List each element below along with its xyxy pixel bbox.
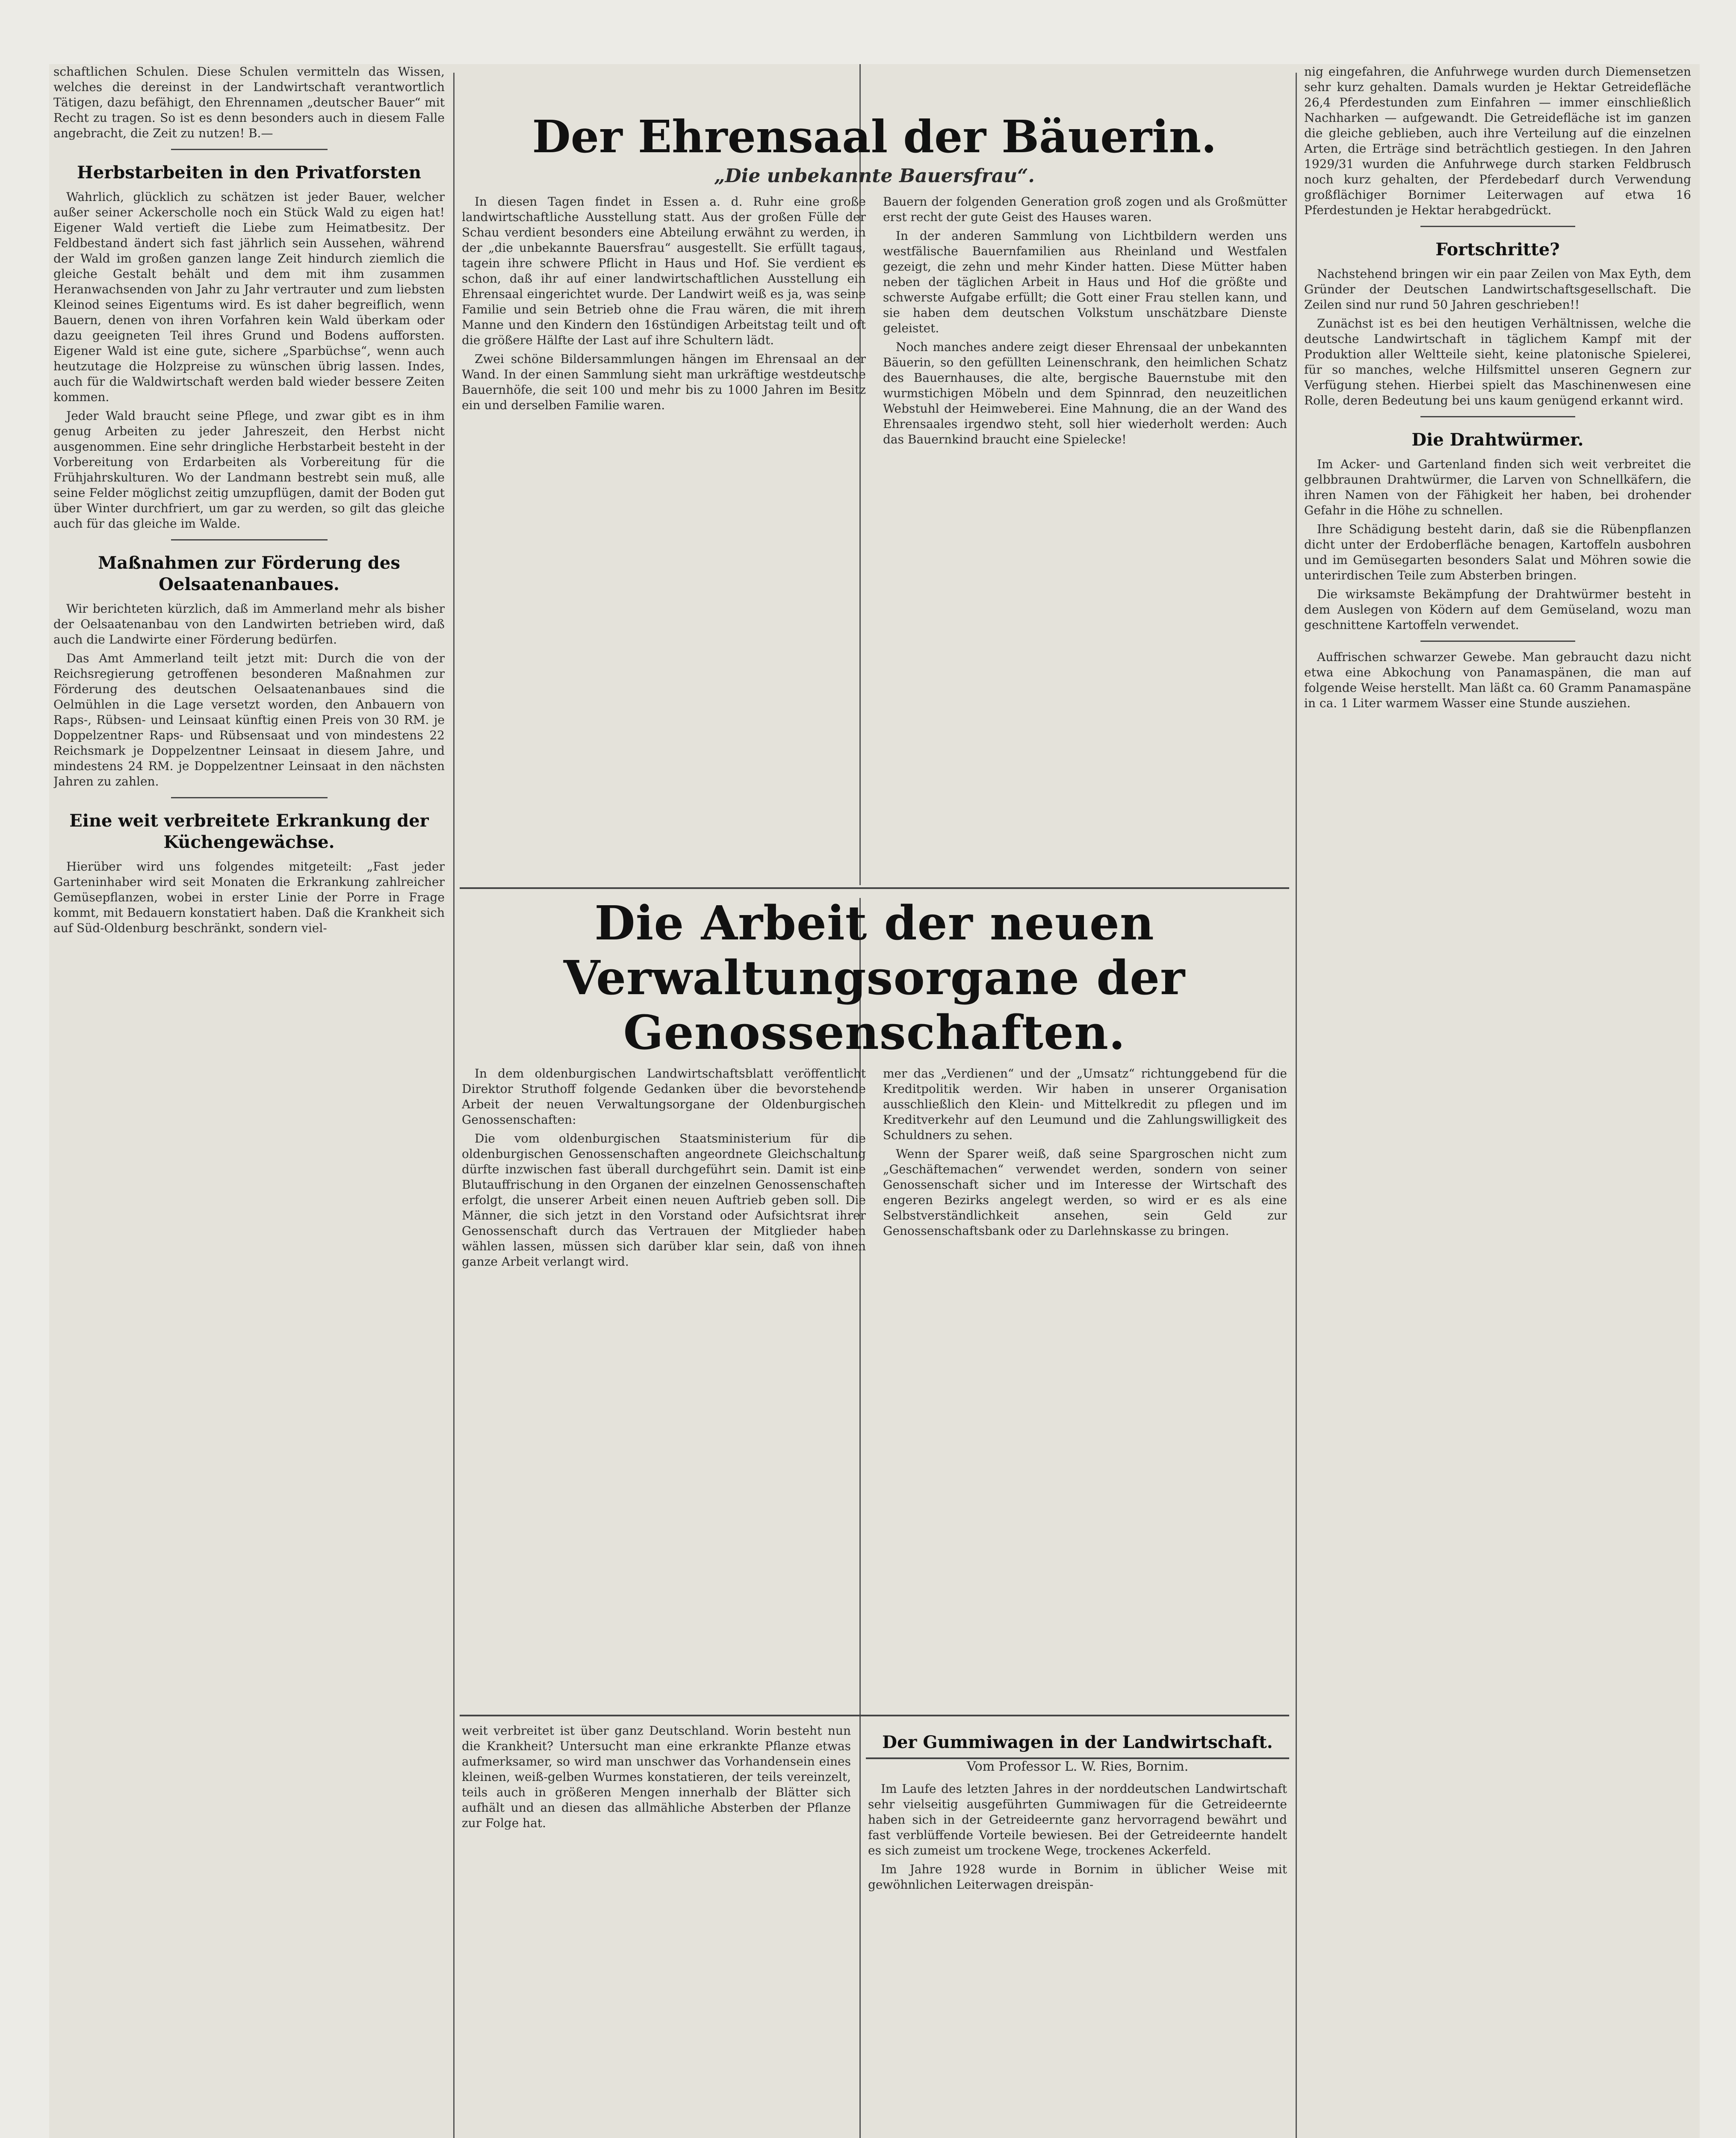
- subheadline-bauersfrau: „Die unbekannte Bauersfrau“.: [714, 165, 1035, 187]
- article-paragraph: Nachstehend bringen wir ein paar Zeilen von Max Eyth, dem Gründer der Deutschen Landwirtschaftsgesellschaft. Die Zeilen sind nur rund 50 Jahren geschrieben!!: [1304, 267, 1691, 312]
- article-paragraph: Die wirksamste Bekämpfung der Drahtwürmer besteht in dem Auslegen von Ködern auf dem Gemüseland, wozu man geschnittene Kartoffeln verwendet.: [1304, 587, 1691, 632]
- headline-herbstarbeiten: Herbstarbeiten in den Privatforsten: [77, 162, 421, 183]
- verwaltung-columns: [462, 1066, 1287, 1273]
- divider: [1420, 226, 1575, 227]
- divider: [1420, 641, 1575, 642]
- divider: [171, 149, 328, 150]
- article-paragraph: nig eingefahren, die Anfuhrwege wurden durch Diemensetzen sehr kurz gehalten. Damals wurden je Hektar Getreidefläche 26,4 Pferdestunden zum Einfahren — immer einschließlich Nachharken — aufgewandt. Die Getreidefläche ist im ganzen die gleiche geblieben, auch ihre Verteilung auf die einzelnen Arten, die Erträge sind beträchtlich gestiegen. In den Jahren 1929/31 wurden die Anfuhrwege durch starken Feldbrusch noch kurz gehalten, der Pferdebedarf durch Verwendung großflächiger Bornimer Leiterwagen auf etwa 16 Pferdestunden je Hektar herabgedrückt.: [1304, 65, 1691, 217]
- headline-verwaltungsorgane: Die Arbeit der neuen Verwaltungsorgane der Genossenschaften.: [563, 895, 1186, 1060]
- column-2: [462, 64, 1287, 877]
- article-paragraph: Auffrischen schwarzer Gewebe. Man gebraucht dazu nicht etwa eine Abkochung von Panamaspänen, die man auf folgende Weise herstellt. Man läßt ca. 60 Gramm Panamaspäne in ca. 1 Liter warmem Wasser eine Stunde ausziehen.: [1304, 650, 1691, 710]
- article-paragraph: Jeder Wald braucht seine Pflege, und zwar gibt es in ihm genug Arbeiten zu jeder Jahreszeit, den Herbst nicht ausgenommen. Eine sehr dringliche Herbstarbeit besteht in der Vorbereitung von Erdarbeiten als Vorbereitung für die Frühjahrskulturen. Wo der Landmann bestrebt sein muß, alle seine Felder möglichst zeitig umzupflügen, damit der Boden gut über Winter durchfriert, um gar zu werden, so gilt das gleiche auch für das gleiche im Walde.: [53, 409, 445, 531]
- article-paragraph: In dem oldenburgischen Landwirtschaftsblatt veröffentlicht Direktor Struthoff folgende Gedanken über die bevorstehende Arbeit der neuen Verwaltungsorgane der Oldenburgischen Genossenschaften:: [462, 1066, 866, 1127]
- article-paragraph: Ihre Schädigung besteht darin, daß sie die Rübenpflanzen dicht unter der Erdoberfläche benagen, Kartoffeln ausbohren und im Gemüsegarten besonders Salat und Möhren sowie die unterirdischen Teile zum Absterben bringen.: [1304, 522, 1691, 582]
- article-paragraph: mer das „Verdienen“ und der „Umsatz“ richtunggebend für die Kreditpolitik werden. Wir haben in unserer Organisation ausschließlich den Klein- und Mittelkredit zu pflegen und im Kreditverkehr auf den Leumund und die Zahlungswilligkeit des Schuldners zu sehen.: [883, 1066, 1287, 1142]
- divider: [171, 797, 328, 798]
- intro-paragraph: schaftlichen Schulen. Diese Schulen vermitteln das Wissen, welches die dereinst in der Landwirtschaft verantwortlich Tätigen, dazu befähigt, den Ehrennamen „deutscher Bauer“ mit Recht zu tragen. So ist es denn besonders auch in diesem Falle angebracht, die Zeit zu nutzen! B.—: [53, 65, 445, 140]
- article-paragraph: weit verbreitet ist über ganz Deutschland. Worin besteht nun die Krankheit? Untersucht man eine erkrankte Pflanze etwas aufmerksamer, so wird man unschwer das Vorhandensein eines kleinen, weiß-gelben Wurmes konstatieren, der teils vereinzelt, teils auch in größeren Mengen innerhalb der Blätter sich aufhält und an diesen das allmähliche Absterben der Pflanze zur Folge hat.: [462, 1724, 851, 1830]
- article-paragraph: Zwei schöne Bildersammlungen hängen im Ehrensaal an der Wand. In der einen Sammlung sieht man urkräftige westdeutsche Bauernhöfe, die seit 100 und mehr bis zu 1000 Jahren im Besitz ein und derselben Familie waren.: [462, 352, 866, 412]
- column-2-lower: [462, 892, 1287, 1713]
- article-paragraph: Zunächst ist es bei den heutigen Verhältnissen, welche die deutsche Landwirtschaft in täglichem Kampf mit der Produktion aller Weltteile sieht, keine platonische Spielerei, für so manches, welche Hilfsmittel unseren Gegnern zur Verfügung stehen. Hierbei spielt das Maschinenwesen eine Rolle, deren Bedeutung bei uns kaum genügend erkannt wird.: [1304, 316, 1691, 408]
- article-paragraph: Im Jahre 1928 wurde in Bornim in üblicher Weise mit gewöhnlichen Leiterwagen dreispän-: [868, 1862, 1287, 1892]
- column-divider: [1296, 73, 1297, 2138]
- article-paragraph: Wenn der Sparer weiß, daß seine Spargroschen nicht zum „Geschäftemachen“ verwendet werden, sondern von seiner Genossenschaft sicher und im Interesse der Wirtschaft des engeren Bezirks angelegt werden, so wird er es als eine Selbstverständlichkeit ansehen, sein Geld zur Genossenschaftsbank oder zu Darlehnskasse zu bringen.: [883, 1147, 1287, 1238]
- article-paragraph: Im Laufe des letzten Jahres in der norddeutschen Landwirtschaft sehr vielseitig ausgeführten Gummiwagen für die Getreideernte haben sich in der Getreideernte ganz hervorragend bewährt und fast verblüffende Vorteile bewiesen. Bei der Getreideernte handelt es sich zumeist um trockene Wege, trockenes Ackerfeld.: [868, 1782, 1287, 1857]
- section-rule: [460, 1715, 1289, 1716]
- divider: [1420, 416, 1575, 417]
- article-paragraph: Die vom oldenburgischen Staatsministerium für die oldenburgischen Genossenschaften angeordnete Gleichschaltung dürfte inzwischen fast überall durchgeführt sein. Damit ist eine Blutauffrischung in den Organen der einzelnen Genossenschaften erfolgt, die unserer Arbeit einen neuen Auftrieb geben soll. Die Männer, die sich jetzt in den Vorstand oder Aufsichtsrat ihrer Genossenschaft durch das Vertrauen der Mitglieder haben wählen lassen, müssen sich darüber klar sein, daß von ihnen ganze Arbeit verlangt wird.: [462, 1131, 866, 1269]
- newspaper-page: [49, 64, 1700, 2138]
- article-paragraph: In diesen Tagen findet in Essen a. d. Ruhr eine große landwirtschaftliche Ausstellung statt. Aus der großen Fülle der Schau verdient besonders eine Abteilung erwähnt zu werden, in der „die unbekannte Bauersfrau“ ausgestellt. Sie erfüllt tagaus, tagein ihre schwere Pflicht in Haus und Hof. Sie verdient es schon, daß ihr auf einer landwirtschaftlichen Ausstellung ein Ehrensaal eingerichtet wurde. Der Landwirt weiß es ja, was seine Familie und sein Betrieb ohne die Frau wären, die mit ihrem Manne und den Kindern den 16stündigen Arbeitstag teilt und oft die größere Hälfte der Last auf ihre Schultern lädt.: [462, 195, 866, 347]
- headline-ehrensaal: Der Ehrensaal der Bäuerin.: [532, 110, 1217, 163]
- column-divider: [453, 73, 455, 2138]
- article-paragraph: Hierüber wird uns folgendes mitgeteilt: „Fast jeder Garteninhaber wird seit Monaten die Erkrankung zahlreicher Gemüsepflanzen, wobei in erster Linie der Porre in Frage kommt, mit Bedauern konstatiert haben. Daß die Krankheit sich auf Süd-Oldenburg beschränkt, sondern viel-: [53, 859, 445, 935]
- author-line: Vom Professor L. W. Ries, Bornim.: [966, 1759, 1189, 1774]
- column-3-bottom: [868, 1723, 1287, 2138]
- headline-erkrankung: Eine weit verbreitete Erkrankung der Küchengewächse.: [69, 811, 429, 852]
- headline-fortschritte: Fortschritte?: [1435, 239, 1560, 260]
- column-2-bottom-left: [462, 1723, 851, 2138]
- article-paragraph: Bauern der folgenden Generation groß zogen und als Großmütter erst recht der gute Geist des Hauses waren.: [883, 195, 1287, 224]
- ehrensaal-columns: [462, 194, 1287, 451]
- headline-oelsaaten: Maßnahmen zur Förderung des Oelsaatenanbaues.: [98, 553, 400, 594]
- divider: [171, 539, 328, 540]
- article-paragraph: Noch manches andere zeigt dieser Ehrensaal der unbekannten Bäuerin, so den gefüllten Leinenschrank, den heimlichen Schatz des Bauernhauses, die alte, bergische Bauernstube mit den wurmstichigen Möbeln und dem Spinnrad, den neuzeitlichen Webstuhl der Heimweberei. Eine Mahnung, die an der Wand des Ehrensaales irgendwo steht, soll hier wiederholt werden: Auch das Bauernkind braucht eine Spielecke!: [883, 340, 1287, 446]
- article-paragraph: Im Acker- und Gartenland finden sich weit verbreitet die gelbbraunen Drahtwürmer, die Larven von Schnellkäfern, die ihren Namen von der Fähigkeit her haben, bei drohender Gefahr in die Höhe zu schnellen.: [1304, 457, 1691, 517]
- column-1: [53, 64, 445, 2138]
- article-paragraph: Wahrlich, glücklich zu schätzen ist jeder Bauer, welcher außer seiner Ackerscholle noch ein Stück Wald zu eigen hat! Eigener Wald vertieft die Liebe zum Heimatbesitz. Der Feldbestand ändert sich fast jährlich sein Aussehen, während der Wald im großen ganzen lange Zeit hindurch ziemlich die gleiche Gestalt behält und dem mit ihm zusammen Heranwachsenden von Jahr zu Jahr vertrauter und zum liebsten Kleinod seines Eigentums wird. Es ist daher begreiflich, wenn Bauern, denen von ihren Vorfahren kein Wald überkam oder dazu geeigneten Teil ihres Grund und Bodens aufforsten. Eigener Wald ist eine gute, sichere „Sparbüchse“, wenn auch heutzutage die Holzpreise zu wünschen übrig lassen. Indes, auch für die Waldwirtschaft werden bald wieder bessere Zeiten kommen.: [53, 190, 445, 404]
- headline-gummiwagen: Der Gummiwagen in der Landwirtschaft.: [882, 1732, 1273, 1752]
- headline-drahtwuermer: Die Drahtwürmer.: [1411, 430, 1584, 450]
- article-paragraph: Wir berichteten kürzlich, daß im Ammerland mehr als bisher der Oelsaatenanbau von den Landwirten betrieben wird, daß auch die Landwirte einer Förderung bedürfen.: [53, 602, 445, 647]
- article-paragraph: Das Amt Ammerland teilt jetzt mit: Durch die von der Reichsregierung getroffenen besonderen Maßnahmen zur Förderung des deutschen Oelsaatenanbaues sind die Oelmühlen in die Lage versetzt worden, den Anbauern von Raps-, Rübsen- und Leinsaat künftig einen Preis von 30 RM. je Doppelzentner Raps- und Rübsensaat und von mindestens 22 Reichsmark je Doppelzentner Leinsaat in diesem Jahre, und mindestens 24 RM. je Doppelzentner Leinsaat in den nächsten Jahren zu zahlen.: [53, 651, 445, 788]
- column-4: [1304, 64, 1691, 2138]
- article-paragraph: In der anderen Sammlung von Lichtbildern werden uns westfälische Bauernfamilien aus Rheinland und Westfalen gezeigt, die zehn und mehr Kinder hatten. Diese Mütter haben neben der täglichen Arbeit in Haus und Hof die größte und schwerste Aufgabe erfüllt; die Gott einer Frau stellen kann, und sie haben dem deutschen Volkstum unschätzbare Dienste geleistet.: [883, 229, 1287, 335]
- section-rule: [460, 887, 1289, 889]
